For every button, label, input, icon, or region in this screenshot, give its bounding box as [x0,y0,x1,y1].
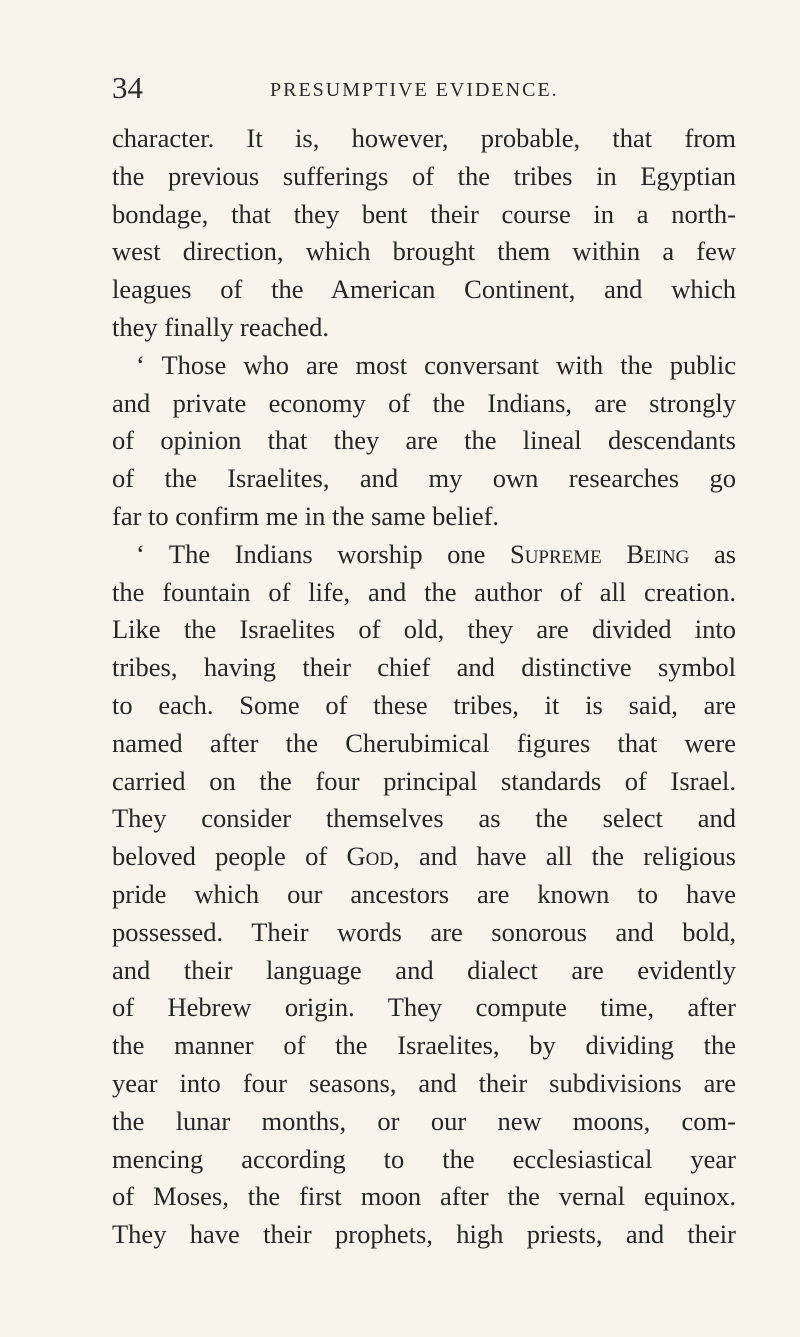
text-line: They consider themselves as the select and [112,803,736,834]
text-line: mencing according to the ecclesiastical year [112,1143,736,1174]
text-line: carried on the four principal standards of Israel. [112,765,736,796]
text-line: of Moses, the first moon after the vernal equinox. [112,1181,736,1212]
text-line: and their language and dialect are evidently [112,954,736,985]
text-fragment: beloved people of [112,841,328,872]
text-line: ‘ Those who are most conversant with the public [136,349,736,380]
text-line: tribes, having their chief and distinctive symbol [112,652,736,683]
text-line: named after the Cherubimical figures that were [112,727,736,758]
text-line: and private economy of the Indians, are strongly [112,387,736,418]
text-line: the fountain of life, and the author of all creation. [112,576,736,607]
small-caps-phrase: Supreme Being [509,538,690,569]
text-line: far to confirm me in the same belief. [112,500,500,531]
text-fragment: , and have all the religious [393,841,736,872]
text-line: the previous sufferings of the tribes in Egyptian [112,160,736,191]
body-text [112,120,736,1254]
text-line: of Hebrew origin. They compute time, after [112,992,736,1023]
text-line: pride which our ancestors are known to have [112,878,736,909]
text-line: the manner of the Israelites, by dividing the [112,1030,736,1061]
text-line: of the Israelites, and my own researches go [112,463,736,494]
text-line: they finally reached. [112,311,330,342]
text-line: to each. Some of these tribes, it is said, are [112,689,736,720]
page-header [112,70,732,110]
page-number: 34 [112,70,143,105]
text-line: west direction, which brought them within a few [112,236,736,267]
text-line [112,838,736,876]
text-line: They have their prophets, high priests, and their [112,1219,736,1250]
text-line: possessed. Their words are sonorous and bold, [112,916,736,947]
text-line: leagues of the American Continent, and which [112,274,736,305]
text-fragment: ‘ The Indians worship one [136,538,486,569]
text-line: year into four seasons, and their subdivisions are [112,1067,736,1098]
small-caps-word: God [346,841,394,872]
text-line: Like the Israelites of old, they are divided into [112,614,736,645]
text-line [112,536,736,574]
text-line: bondage, that they bent their course in a north- [112,198,736,229]
text-line: the lunar months, or our new moons, com- [112,1105,736,1136]
text-line: character. It is, however, probable, that from [112,123,736,153]
running-head: PRESUMPTIVE EVIDENCE. [270,79,559,101]
text-fragment: as [713,538,737,569]
text-line: of opinion that they are the lineal descendants [112,425,736,456]
